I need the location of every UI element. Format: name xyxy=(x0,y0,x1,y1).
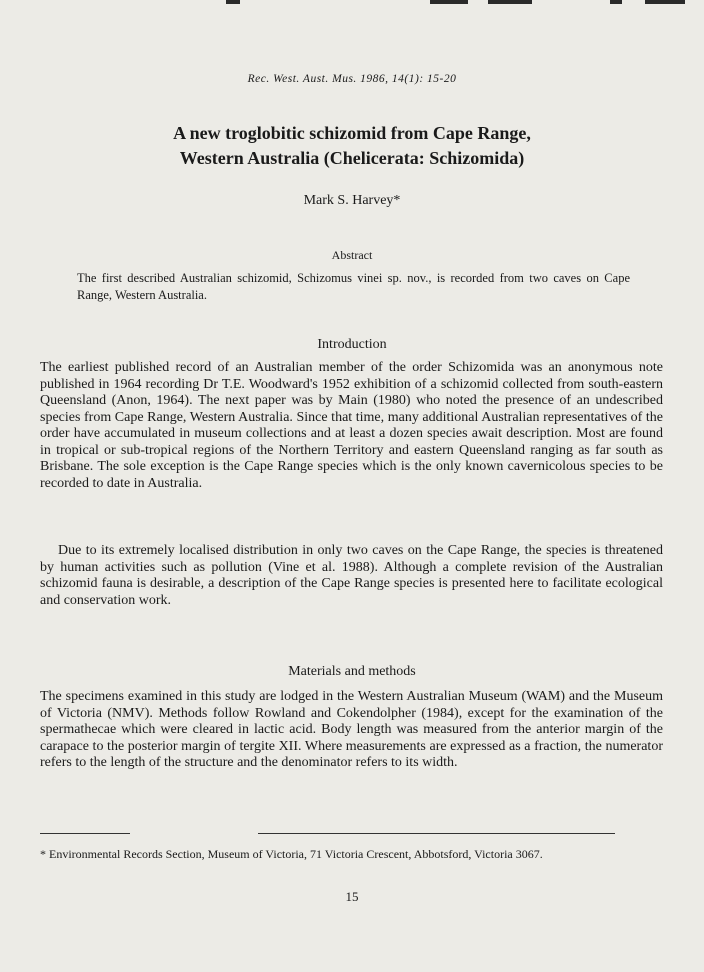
introduction-heading: Introduction xyxy=(317,337,387,352)
methods-heading: Materials and methods xyxy=(288,664,416,679)
introduction-paragraph-2: Due to its extremely localised distribution in only two caves on the Cape Range, the species is threatened by human activities such as pollution (Vine et al. 1988). Although a complete revision of the Australian schizomid fauna is desirable, a description of the Cape Range species is presented here to facilitate ecological and conservation work. xyxy=(40,543,663,608)
page-number: 15 xyxy=(345,889,359,904)
abstract-heading: Abstract xyxy=(331,248,373,262)
methods-paragraph-1: The specimens examined in this study are lodged in the Western Australian Museum (WAM) and the Museum of Victoria (NMV). Methods follow Rowland and Cokendolpher (1984), except for the examination of the spermathecae which were cleared in lactic acid. Body length was measured from the anterior margin of the carapace to the posterior margin of tergite XII. Where measurements are expressed as a fraction, the numerator refers to the length of the structure and the denominator refers to its width. xyxy=(40,689,663,770)
footnote-rule xyxy=(40,833,130,834)
article-title xyxy=(0,121,704,171)
footnote-rule-right xyxy=(258,833,615,834)
abstract-text: The first described Australian schizomid, Schizomus vinei sp. nov., is recorded from two caves on Cape Range, Western Australia. xyxy=(77,271,630,302)
scan-top-marks xyxy=(0,0,704,8)
title-line-1: A new troglobitic schizomid from Cape Range, xyxy=(173,123,531,143)
author: Mark S. Harvey* xyxy=(303,193,401,208)
journal-reference: Rec. West. Aust. Mus. 1986, 14(1): 15-20 xyxy=(247,73,457,85)
footnote: * Environmental Records Section, Museum of Victoria, 71 Victoria Crescent, Abbotsford, Victoria 3067. xyxy=(40,847,543,861)
introduction-paragraph-1: The earliest published record of an Australian member of the order Schizomida was an anonymous note published in 1964 recording Dr T.E. Woodward's 1952 exhibition of a schizomid collected from south-eastern Queensland (Anon, 1964). The next paper was by Main (1980) who noted the presence of an undescribed species from Cape Range, Western Australia. Since that time, many additional Australian representatives of the order have accumulated in museum collections and at least a dozen species await description. Most are found in tropical or sub-tropical regions of the Northern Territory and eastern Queensland ranging as far south as Brisbane. The sole exception is the Cape Range species which is the only known cavernicolous species to be recorded to date in Australia. xyxy=(40,360,663,491)
title-line-2: Western Australia (Chelicerata: Schizomida) xyxy=(179,148,525,168)
